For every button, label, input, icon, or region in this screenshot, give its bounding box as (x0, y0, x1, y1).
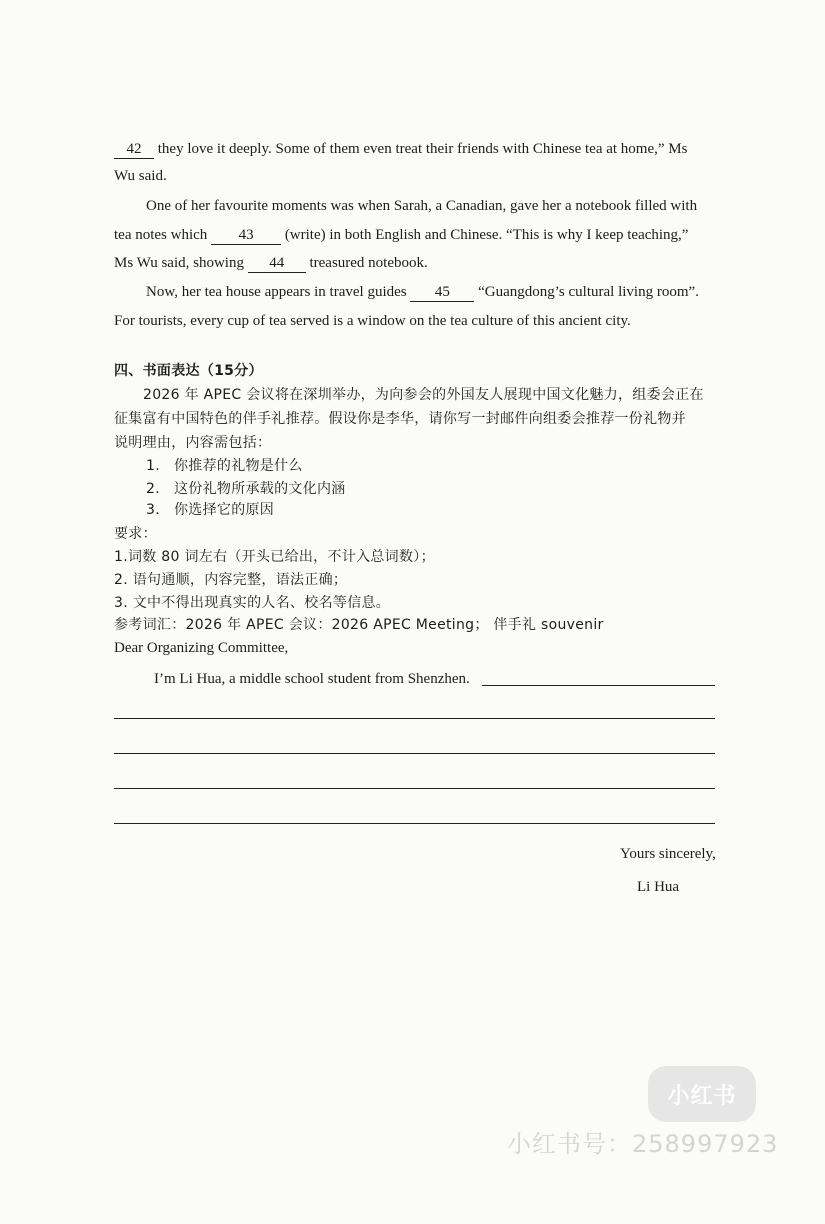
point-text: 这份礼物所承载的文化内涵 (174, 481, 346, 497)
task-intro-line-3: 说明理由，内容需包括： (114, 435, 272, 451)
point-text: 你选择它的原因 (174, 502, 275, 518)
task-intro-line-2: 征集富有中国特色的伴手礼推荐。假设你是李华，请你写一封邮件向组委会推荐一份礼物并 (114, 411, 686, 427)
watermark-account-id: 小红书号：258997923 (507, 1130, 779, 1158)
content-point (146, 456, 303, 476)
passage-text: “Guangdong’s cultural living room”. (474, 284, 699, 300)
passage-text: treasured notebook. (305, 255, 428, 271)
letter-opening: I’m Li Hua, a middle school student from Shenzhen. (154, 671, 470, 687)
letter-closing: Yours sincerely, (620, 846, 716, 862)
answer-line (114, 718, 715, 719)
passage-line-3: One of her favourite moments was when Sarah, a Canadian, gave her a notebook filled with (146, 198, 698, 214)
blank-43: 43 (211, 227, 281, 245)
requirement-1: 1.词数 80 词左右（开头已给出，不计入总词数）； (114, 549, 435, 565)
requirements-title: 要求： (114, 526, 157, 542)
point-number: 3. (146, 502, 160, 518)
passage-text: Ms Wu said, showing (114, 255, 248, 271)
content-point (146, 500, 274, 520)
requirement-3: 3. 文中不得出现真实的人名、校名等信息。 (114, 595, 391, 611)
point-text: 你推荐的礼物是什么 (174, 458, 303, 474)
blank-45: 45 (410, 284, 474, 302)
passage-text: Now, her tea house appears in travel guides (146, 284, 411, 300)
answer-line (482, 685, 715, 686)
content-point (146, 479, 346, 499)
passage-text: (write) in both English and Chinese. “This is why I keep teaching,” (281, 227, 689, 243)
blank-42: 42 (114, 141, 154, 159)
requirement-2: 2. 语句通顺，内容完整，语法正确； (114, 572, 348, 588)
passage-line-7: For tourists, every cup of tea served is a window on the tea culture of this ancient city. (114, 313, 631, 329)
passage-line-4 (114, 225, 688, 245)
blank-44: 44 (248, 255, 306, 273)
reference-vocabulary: 参考词汇：2026 年 APEC 会议：2026 APEC Meeting； 伴手礼 souvenir (114, 617, 604, 633)
passage-text: tea notes which (114, 227, 212, 243)
task-intro-line-1: 2026 年 APEC 会议将在深圳举办，为向参会的外国友人展现中国文化魅力，组委会正在 (143, 387, 704, 403)
passage-text: they love it deeply. Some of them even treat their friends with Chinese tea at home,” Ms (154, 141, 688, 157)
passage-line-2: Wu said. (114, 168, 167, 184)
letter-salutation: Dear Organizing Committee, (114, 640, 289, 656)
answer-line (114, 788, 715, 789)
passage-line-1 (114, 139, 687, 159)
watermark-logo: 小红书 (648, 1066, 756, 1122)
letter-signature: Li Hua (637, 879, 680, 895)
answer-line (114, 753, 715, 754)
passage-line-5 (114, 253, 428, 273)
answer-line (114, 823, 715, 824)
point-number: 1. (146, 458, 160, 474)
point-number: 2. (146, 481, 160, 497)
passage-line-6 (146, 282, 699, 302)
section-title: 四、书面表达（15分） (114, 363, 263, 379)
